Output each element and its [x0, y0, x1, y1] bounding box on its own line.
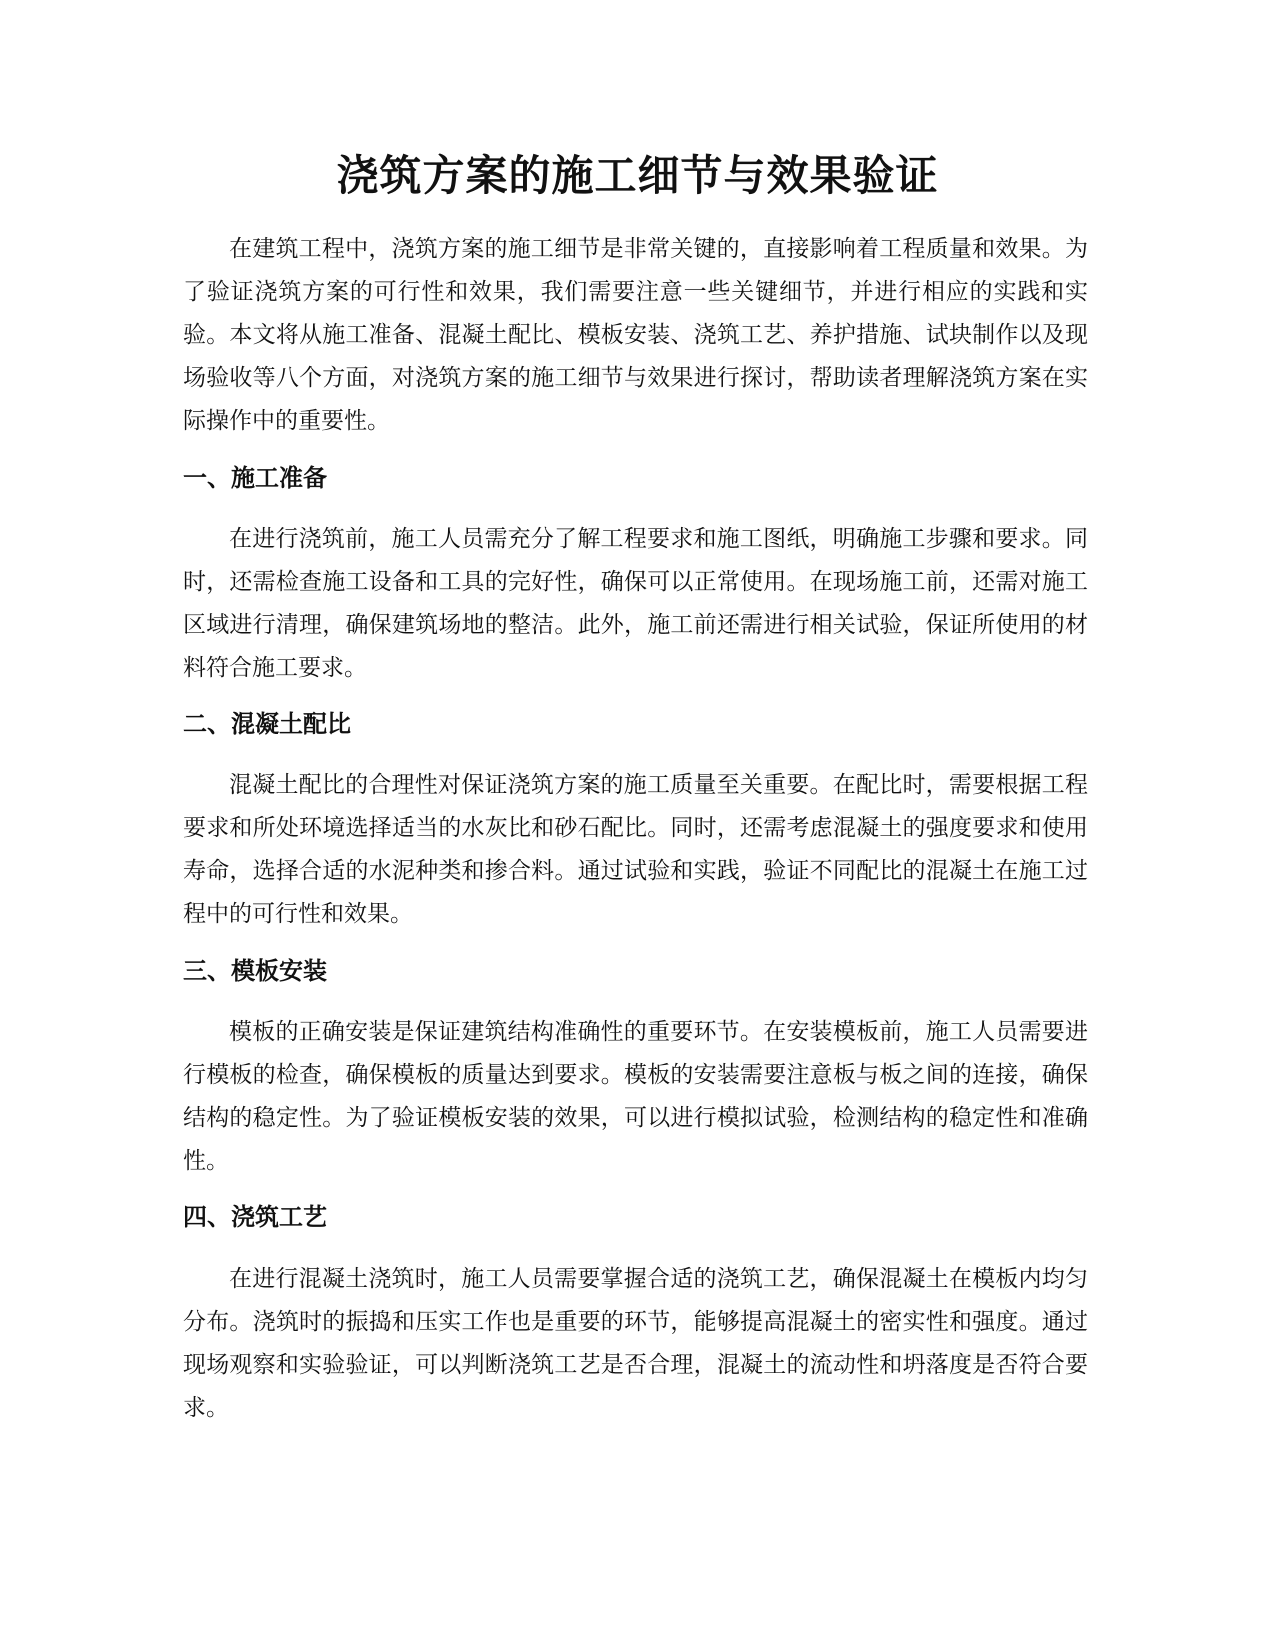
section-body-formwork: 模板的正确安装是保证建筑结构准确性的重要环节。在安装模板前，施工人员需要进行模板的检查，确保模板的质量达到要求。模板的安装需要注意板与板之间的连接，确保结构的稳定性。为了验证模板安装的效果，可以进行模拟试验，检测结构的稳定性和准确性。 — [183, 1019, 1088, 1174]
section-body-preparation: 在进行浇筑前，施工人员需充分了解工程要求和施工图纸，明确施工步骤和要求。同时，还需检查施工设备和工具的完好性，确保可以正常使用。在现场施工前，还需对施工区域进行清理，确保建筑场地的整洁。此外，施工前还需进行相关试验，保证所使用的材料符合施工要求。 — [183, 526, 1088, 681]
section-body-concrete-mix: 混凝土配比的合理性对保证浇筑方案的施工质量至关重要。在配比时，需要根据工程要求和所处环境选择适当的水灰比和砂石配比。同时，还需考虑混凝土的强度要求和使用寿命，选择合适的水泥种类和掺合料。通过试验和实践，验证不同配比的混凝土在施工过程中的可行性和效果。 — [183, 772, 1088, 927]
section-heading-preparation: 一、施工准备 — [183, 464, 327, 492]
intro-paragraph: 在建筑工程中，浇筑方案的施工细节是非常关键的，直接影响着工程质量和效果。为了验证浇筑方案的可行性和效果，我们需要注意一些关键细节，并进行相应的实践和实验。本文将从施工准备、混凝土配比、模板安装、浇筑工艺、养护措施、试块制作以及现场验收等八个方面，对浇筑方案的施工细节与效果进行探讨，帮助读者理解浇筑方案在实际操作中的重要性。 — [183, 236, 1088, 434]
section-body-pouring: 在进行混凝土浇筑时，施工人员需要掌握合适的浇筑工艺，确保混凝土在模板内均匀分布。浇筑时的振捣和压实工作也是重要的环节，能够提高混凝土的密实性和强度。通过现场观察和实验验证，可以判断浇筑工艺是否合理，混凝土的流动性和坍落度是否符合要求。 — [183, 1266, 1088, 1421]
section-heading-formwork: 三、模板安装 — [183, 957, 327, 985]
section-heading-pouring: 四、浇筑工艺 — [183, 1203, 327, 1231]
page-title: 浇筑方案的施工细节与效果验证 — [336, 151, 939, 200]
section-heading-concrete-mix: 二、混凝土配比 — [183, 710, 351, 738]
